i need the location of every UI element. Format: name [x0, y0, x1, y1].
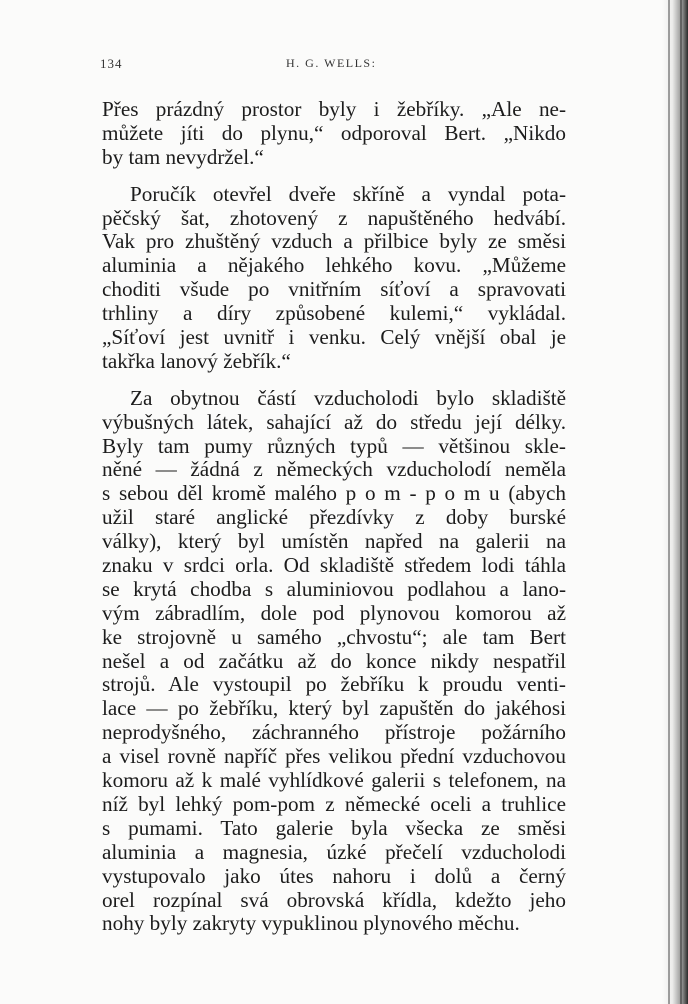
text-line: by tam nevydržel.“ [102, 145, 264, 169]
text-line: strojů. Ale vystoupil po žebříku k proudu venti- [102, 673, 566, 697]
text-line: orel rozpínal svá obrovská křídla, kdežto jeho [102, 888, 566, 912]
text-line: vystupovalo jako útes nahoru i dolů a černý [102, 864, 566, 888]
text-line: Vak pro zhuštěný vzduch a přilbice byly ze směsi [102, 230, 566, 254]
text-line: užil staré anglické přezdívky z doby burské [102, 506, 566, 530]
paragraph-gap [102, 374, 566, 387]
text-line: aluminia a magnesia, úzké přečelí vzducholodi [102, 840, 566, 864]
text-line: něné — žádná z německých vzducholodí neměla [102, 458, 566, 482]
text-line: lace — po žebříku, který byl zapuštěn do jakéhosi [102, 697, 566, 721]
paragraph [102, 98, 566, 170]
text-line: nešel a od začátku až do konce nikdy nespatřil [102, 649, 566, 673]
page-edge-line [668, 0, 670, 1004]
text-line: nohy byly zakryty vypuklinou plynového měchu. [102, 912, 520, 936]
text-line: Přes prázdný prostor byly i žebříky. „Ale ne- [102, 98, 566, 121]
text-line: komoru až k malé vyhlídkové galerii s telefonem, na [102, 769, 566, 793]
text-line: války), který byl umístěn napřed na galerii na [102, 530, 566, 554]
text-line: můžete jíti do plynu,“ odporoval Bert. „Nikdo [102, 121, 566, 145]
body-text [102, 98, 566, 936]
text-line: se krytá chodba s aluminiovou podlahou a lano- [102, 577, 566, 601]
text-line: Poručík otevřel dveře skříně a vyndal pota- [130, 182, 566, 206]
text-line: neprodyšného, záchranného přístroje požárního [102, 721, 566, 745]
page-edge-shadow [662, 0, 688, 1004]
text-line: ke strojovně u samého „chvostu“; ale tam Bert [102, 625, 566, 649]
text-line: Za obytnou částí vzducholodi bylo skladiště [130, 386, 566, 410]
text-line: níž byl lehký pom-pom z německé oceli a truhlice [102, 792, 566, 816]
text-line: a visel rovně napříč přes velikou přední vzduchovou [102, 745, 566, 769]
paragraph [102, 183, 566, 374]
text-line: výbušných látek, sahající až do středu její délky. [102, 410, 566, 434]
running-head: H. G. WELLS: [286, 56, 377, 70]
text-line: s pumami. Tato galerie byla všecka ze směsi [102, 816, 566, 840]
text-line: „Síťoví jest uvnitř i venku. Celý vnější obal je [102, 326, 566, 350]
text-line: vým zábradlím, dole pod plynovou komorou až [102, 601, 566, 625]
paragraph [102, 387, 566, 936]
text-line: znaku v srdci orla. Od skladiště středem lodi táhla [102, 554, 566, 578]
text-line: trhliny a díry způsobené kulemi,“ vykládal. [102, 302, 566, 326]
text-line: takřka lanový žebřík.“ [102, 349, 291, 373]
text-line: s sebou děl kromě malého p o m - p o m u (abych [102, 482, 566, 506]
paragraph-gap [102, 170, 566, 183]
text-line: choditi všude po vnitřním síťoví a spravovati [102, 278, 566, 302]
text-line: pěčský šat, zhotovený z napuštěného hedvábí. [102, 206, 566, 230]
text-line: Byly tam pumy různých typů — většinou skle- [102, 434, 566, 458]
text-line: aluminia a nějakého lehkého kovu. „Můžeme [102, 254, 566, 278]
page-number: 134 [100, 56, 123, 71]
page-edge-line [680, 0, 682, 1004]
page-header [100, 56, 570, 76]
